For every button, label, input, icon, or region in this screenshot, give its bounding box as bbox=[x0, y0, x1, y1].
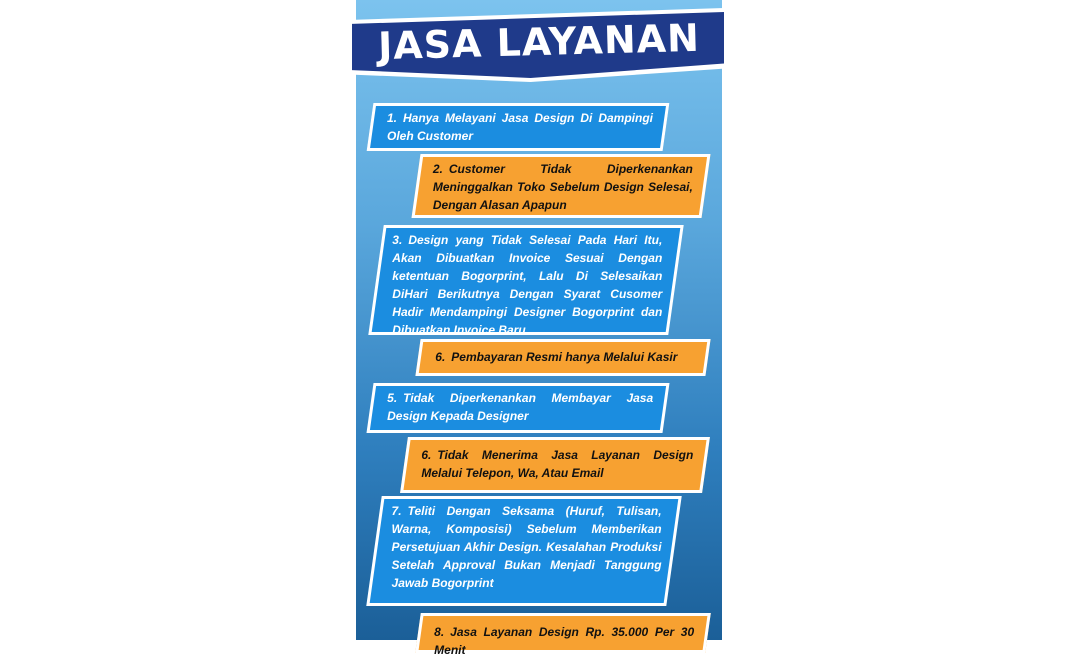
rule-number: 5. bbox=[387, 391, 398, 405]
rule-text: Customer Tidak Diperkenankan Meninggalkan Toko Sebelum Design Selesai, Dengan Alasan Apapun bbox=[432, 162, 693, 212]
rule-card-8 bbox=[415, 613, 711, 657]
rule-card-4 bbox=[415, 339, 710, 376]
rule-card-2 bbox=[412, 154, 711, 218]
rule-number: 8. bbox=[434, 625, 445, 639]
rule-card-7 bbox=[366, 496, 681, 606]
rule-number: 2. bbox=[432, 162, 443, 176]
rule-text: Teliti Dengan Seksama (Huruf, Tulisan, Warna, Komposisi) Sebelum Memberikan Persetujuan Akhir Design. Kesalahan Produksi Setelah Approval Bukan Menjadi Tanggung Jawab Bogorprint bbox=[391, 504, 662, 590]
rule-number: 7. bbox=[391, 504, 402, 518]
rule-number: 6. bbox=[421, 448, 432, 462]
rule-number: 1. bbox=[387, 111, 398, 125]
jasa-layanan-banner bbox=[356, 0, 722, 657]
rule-text: Hanya Melayani Jasa Design Di Dampingi Oleh Customer bbox=[387, 111, 653, 143]
rule-card-3 bbox=[368, 225, 683, 335]
rule-text: Tidak Menerima Jasa Layanan Design Melalui Telepon, Wa, Atau Email bbox=[421, 448, 694, 480]
rule-text: Design yang Tidak Selesai Pada Hari Itu, Akan Dibuatkan Invoice Sesuai Dengan ketentuan Bogorprint, Lalu Di Selesaikan DiHari Berikutnya Dengan Syarat Cusomer Hadir Mendampingi Designer Bogorprint dan Dibuatkan Invoice Baru bbox=[392, 233, 663, 337]
rule-number: 3. bbox=[392, 233, 403, 247]
rule-text: Jasa Layanan Design Rp. 35.000 Per 30 Menit bbox=[434, 625, 695, 657]
rule-text: Tidak Diperkenankan Membayar Jasa Design Kepada Designer bbox=[387, 391, 654, 423]
rule-text: Pembayaran Resmi hanya Melalui Kasir bbox=[451, 350, 678, 364]
rule-card-1 bbox=[367, 103, 670, 151]
rule-card-6 bbox=[400, 437, 710, 493]
rule-number: 6. bbox=[435, 350, 446, 364]
rule-card-5 bbox=[366, 383, 669, 433]
banner-title: JASA LAYANAN bbox=[377, 15, 701, 69]
